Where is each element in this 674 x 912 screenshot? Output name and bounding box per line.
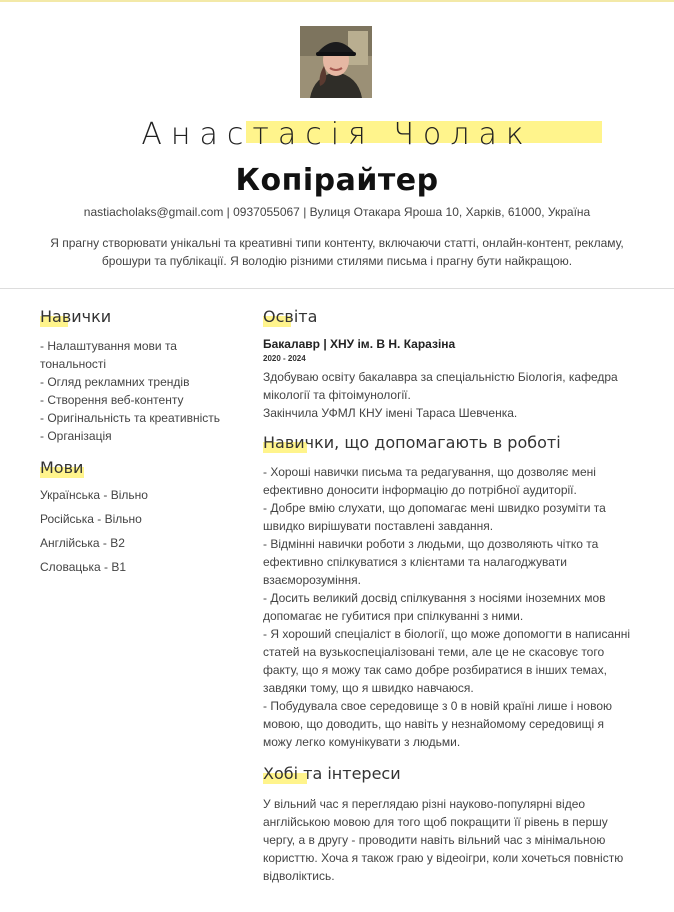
skills-heading-text: Навички	[40, 307, 112, 326]
skills-item: - Огляд рекламних трендів	[40, 375, 190, 389]
skills-heading	[40, 306, 111, 328]
work-skill-item: - Добре вмію слухати, що допомагає мені швидко розуміти та швидко вирішувати поставлені завдання.	[263, 501, 606, 533]
work-skills-heading-text: Навички, що допомагають в роботі	[263, 433, 561, 452]
language-name: Російська	[40, 512, 94, 526]
language-name: Словацька	[40, 560, 101, 574]
language-item	[40, 510, 230, 534]
summary: Я прагну створювати унікальні та креативні типи контенту, включаючи статті, онлайн-контент, рекламу, брошури та публікації. Я володію різними стилями письма і прагну бути найкращою.	[50, 236, 624, 268]
languages-heading-text: Мови	[40, 458, 84, 477]
hobbies-text: У вільний час я переглядаю різні науково-популярні відео англійською мовою для того щоб покращити її рівень в першу чергу, а в другу - проводити навіть вільний час з мінімальною користтю. Хоча я також граю у відеоігри, коли хочеться повністю відволіктись.	[263, 797, 624, 883]
language-item	[40, 486, 230, 510]
skills-item: - Створення веб-контенту	[40, 393, 184, 407]
language-level: - B1	[100, 560, 127, 574]
hobbies-heading	[263, 763, 401, 785]
language-name: Англійська	[40, 536, 100, 550]
work-skills-list	[263, 463, 635, 751]
hobbies-heading-text: Хобі та інтереси	[263, 764, 401, 783]
education-heading-text: Освіта	[263, 307, 318, 326]
skills-item: - Організація	[40, 429, 112, 443]
work-skill-item: - Відмінні навички роботи з людьми, що дозволяють чітко та ефективно спілкуватися з клієнтами та налагоджувати взаєморозуміння.	[263, 537, 599, 587]
work-skills-heading	[263, 432, 561, 454]
language-item	[40, 558, 230, 582]
job-title: Копірайтер	[235, 163, 439, 198]
skills-list	[40, 337, 230, 445]
work-skill-item: - Хороші навички письма та редагування, що дозволяє мені ефективно доносити інформацію до потрібної аудиторії.	[263, 465, 596, 497]
skills-item: - Оригінальність та креативність	[40, 411, 221, 425]
work-skill-item: - Побудувала свое середовище з 0 в новій країні лише і новою мовою, що доводить, що навіть у незнайомому середовищі я можу легко комунікувати з людьми.	[263, 699, 612, 749]
languages-list	[40, 486, 230, 582]
education-degree: Бакалавр | ХНУ ім. В Н. Каразіна	[263, 337, 456, 351]
education-heading	[263, 306, 317, 328]
work-skill-item: - Досить великий досвід спілкування з носіями іноземних мов допомагає не губитися при спілкуванні з ними.	[263, 591, 606, 623]
language-level: - B2	[99, 536, 125, 550]
education-note: Закінчила УФМЛ КНУ імені Тараса Шевченка.	[263, 406, 518, 420]
language-level: - Вільно	[100, 488, 148, 502]
profile-photo-image	[300, 26, 372, 98]
skills-item: - Налаштування мови та тональності	[40, 339, 177, 371]
top-border	[0, 0, 674, 2]
candidate-name: Анастасія Чолак	[141, 117, 533, 152]
languages-heading	[40, 457, 83, 479]
education-dates: 2020 - 2024	[263, 354, 306, 363]
language-item	[40, 534, 230, 558]
section-divider	[0, 288, 674, 289]
contact-info: nastiacholaks@gmail.com | 0937055067 | Вулиця Отакара Яроша 10, Харків, 61000, Україна	[83, 205, 591, 219]
profile-photo	[300, 26, 372, 98]
work-skill-item: - Я хороший спеціаліст в біології, що може допомогти в написанні статей на вузькоспеціалізовані теми, але це не скасовує того факту, що я можу так само добре розбиратися в інших темах, завдяки тому, що я швидко навчаюся.	[263, 627, 631, 695]
education-description	[263, 368, 635, 422]
language-name: Українська	[40, 488, 101, 502]
education-description-text: Здобуваю освіту бакалавра за спеціальністю Біологія, кафедра мікології та фітоімунології.	[263, 370, 618, 402]
language-level: - Вільно	[93, 512, 142, 526]
